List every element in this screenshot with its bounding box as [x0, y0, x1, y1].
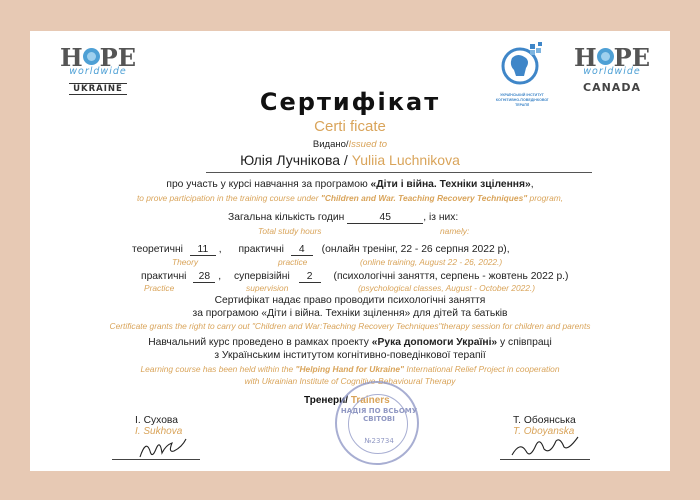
program-name-en: "Children and War. Teaching Recovery Techniques" [320, 193, 528, 203]
participation-text-ua [30, 179, 670, 190]
trainer-1-signature-line [112, 459, 200, 460]
total-hours-label: Загальна кількість годин [228, 212, 345, 223]
trainers-ua: Тренери/ [304, 395, 349, 406]
issued-to-label [30, 139, 670, 150]
participation-ua-post: , [530, 179, 534, 190]
trainer-2-signature-line [500, 459, 590, 460]
logo-country-text: CANADA [583, 81, 641, 94]
total-hours-suffix: , із них: [423, 212, 459, 223]
theory-en: Theory [172, 257, 199, 267]
supervision-label: супервізійні [233, 271, 290, 282]
trainer-1-name-ua: І. Сухова [135, 415, 179, 426]
project-name-ua: «Рука допомоги Україні» [371, 337, 498, 348]
certificate-sheet [30, 31, 670, 471]
supervision-value: 2 [299, 271, 321, 283]
recipient-name-en: Yuliia Luchnikova [351, 152, 460, 168]
practice-2-value: 28 [193, 271, 215, 283]
participation-en-pre: to prove participation in the training course under [136, 193, 321, 203]
stamp-text: НАДІЯ ПО ВСЬОМУ СВІТОВІ [340, 407, 418, 423]
certificate-title-en: Certi ficate [314, 118, 386, 135]
stamp-code: №23734 [364, 437, 394, 445]
project-ua-2: з Українським інститутом когнітивно-поведінкової терапії [214, 350, 486, 361]
practice-label: практичні [238, 244, 284, 255]
theory-label: теоретичні [132, 244, 183, 255]
project-ua-1 [30, 337, 670, 348]
program-name-ua: «Діти і війна. Техніки зцілення» [370, 179, 531, 190]
stamp-inner-ring [348, 394, 408, 454]
recipient-name-ua: Юлія Лучнікова / [240, 152, 348, 168]
namely-en: namely: [440, 226, 470, 236]
trainer-2-name-ua: Т. Обоянська [513, 415, 576, 426]
logo-country-text: UKRAINE [69, 83, 127, 95]
trainer-2-name-en: T. Oboyanska [513, 426, 575, 437]
total-hours-row [228, 212, 458, 224]
certificate-title: Сертифікат [259, 88, 441, 116]
psych-classes-en: (psychological classes, August - October 2022.) [358, 283, 536, 293]
recipient-name [30, 152, 670, 168]
supervision-en: supervision [246, 283, 289, 293]
project-en-pre: Learning course has been held within the [140, 364, 296, 374]
practice-value: 4 [291, 244, 313, 256]
online-training-en: (online training, August 22 - 26, 2022.) [360, 257, 503, 267]
psych-classes-ua: (психологічні заняття, серпень - жовтень 2022 р.) [333, 271, 569, 282]
logo-worldwide-text: worldwide [69, 66, 127, 77]
hours-row-2: практичні 28 , супервізійні 2 (психологічні заняття, серпень - жовтень 2022 р.) [141, 271, 569, 282]
online-training-ua: (онлайн тренінг, 22 - 26 серпня 2022 р), [321, 244, 510, 255]
logo-hope-text: H PE [59, 43, 137, 72]
theory-value: 11 [190, 244, 216, 256]
project-ua-pre: Навчальний курс проведено в рамках проекту [148, 337, 372, 348]
project-name-en: "Helping Hand for Ukraine" [295, 364, 404, 374]
project-ua-post: у співпраці [497, 337, 552, 348]
stamp-seal [335, 381, 419, 465]
recipient-underline [206, 172, 592, 173]
rights-ua-2: за програмою «Діти і війна. Техніки зцілення» для дітей та батьків [192, 308, 508, 319]
participation-text-en [30, 193, 670, 203]
globe-icon [597, 48, 614, 65]
total-hours-en: Total study hours [258, 226, 322, 236]
rights-ua-1: Сертифікат надає право проводити психологічні заняття [214, 295, 486, 306]
hours-row-1: теоретичні 11 , практичні 4 (онлайн тренінг, 22 - 26 серпня 2022 р), [132, 244, 510, 255]
practice-2-label: практичні [141, 271, 187, 282]
trainer-1-name-en: I. Sukhova [135, 426, 183, 437]
practice-en: practice [278, 257, 308, 267]
participation-en-post: program, [527, 193, 564, 203]
practice-2-en: Practice [144, 283, 175, 293]
institute-caption: УКРАЇНСЬКИЙ ІНСТИТУТ КОГНІТИВНО-ПОВЕДІНКОВОЇ ТЕРАПІЇ [495, 93, 549, 107]
logo-hope-text: H PE [573, 43, 651, 72]
participation-ua-pre: про участь у курсі навчання за програмою [166, 179, 371, 190]
total-hours-value: 45 [347, 212, 423, 224]
globe-icon [83, 48, 100, 65]
issued-to-en: Issued to [348, 139, 388, 150]
institute-head-icon [492, 40, 552, 88]
rights-en: Certificate grants the right to carry out "Children and War:Teaching Recovery Techniques"therapy session for children and parents [109, 321, 591, 331]
project-en-2: with Ukrainian Institute of Cognitive-Behavioural Therapy [244, 376, 456, 386]
project-en-post: International Relief Project in cooperation [404, 364, 560, 374]
trainers-en: Trainers [348, 395, 390, 406]
issued-to-ua: Видано/ [312, 139, 349, 150]
project-en-1 [30, 364, 670, 374]
logo-worldwide-text: worldwide [583, 66, 641, 77]
